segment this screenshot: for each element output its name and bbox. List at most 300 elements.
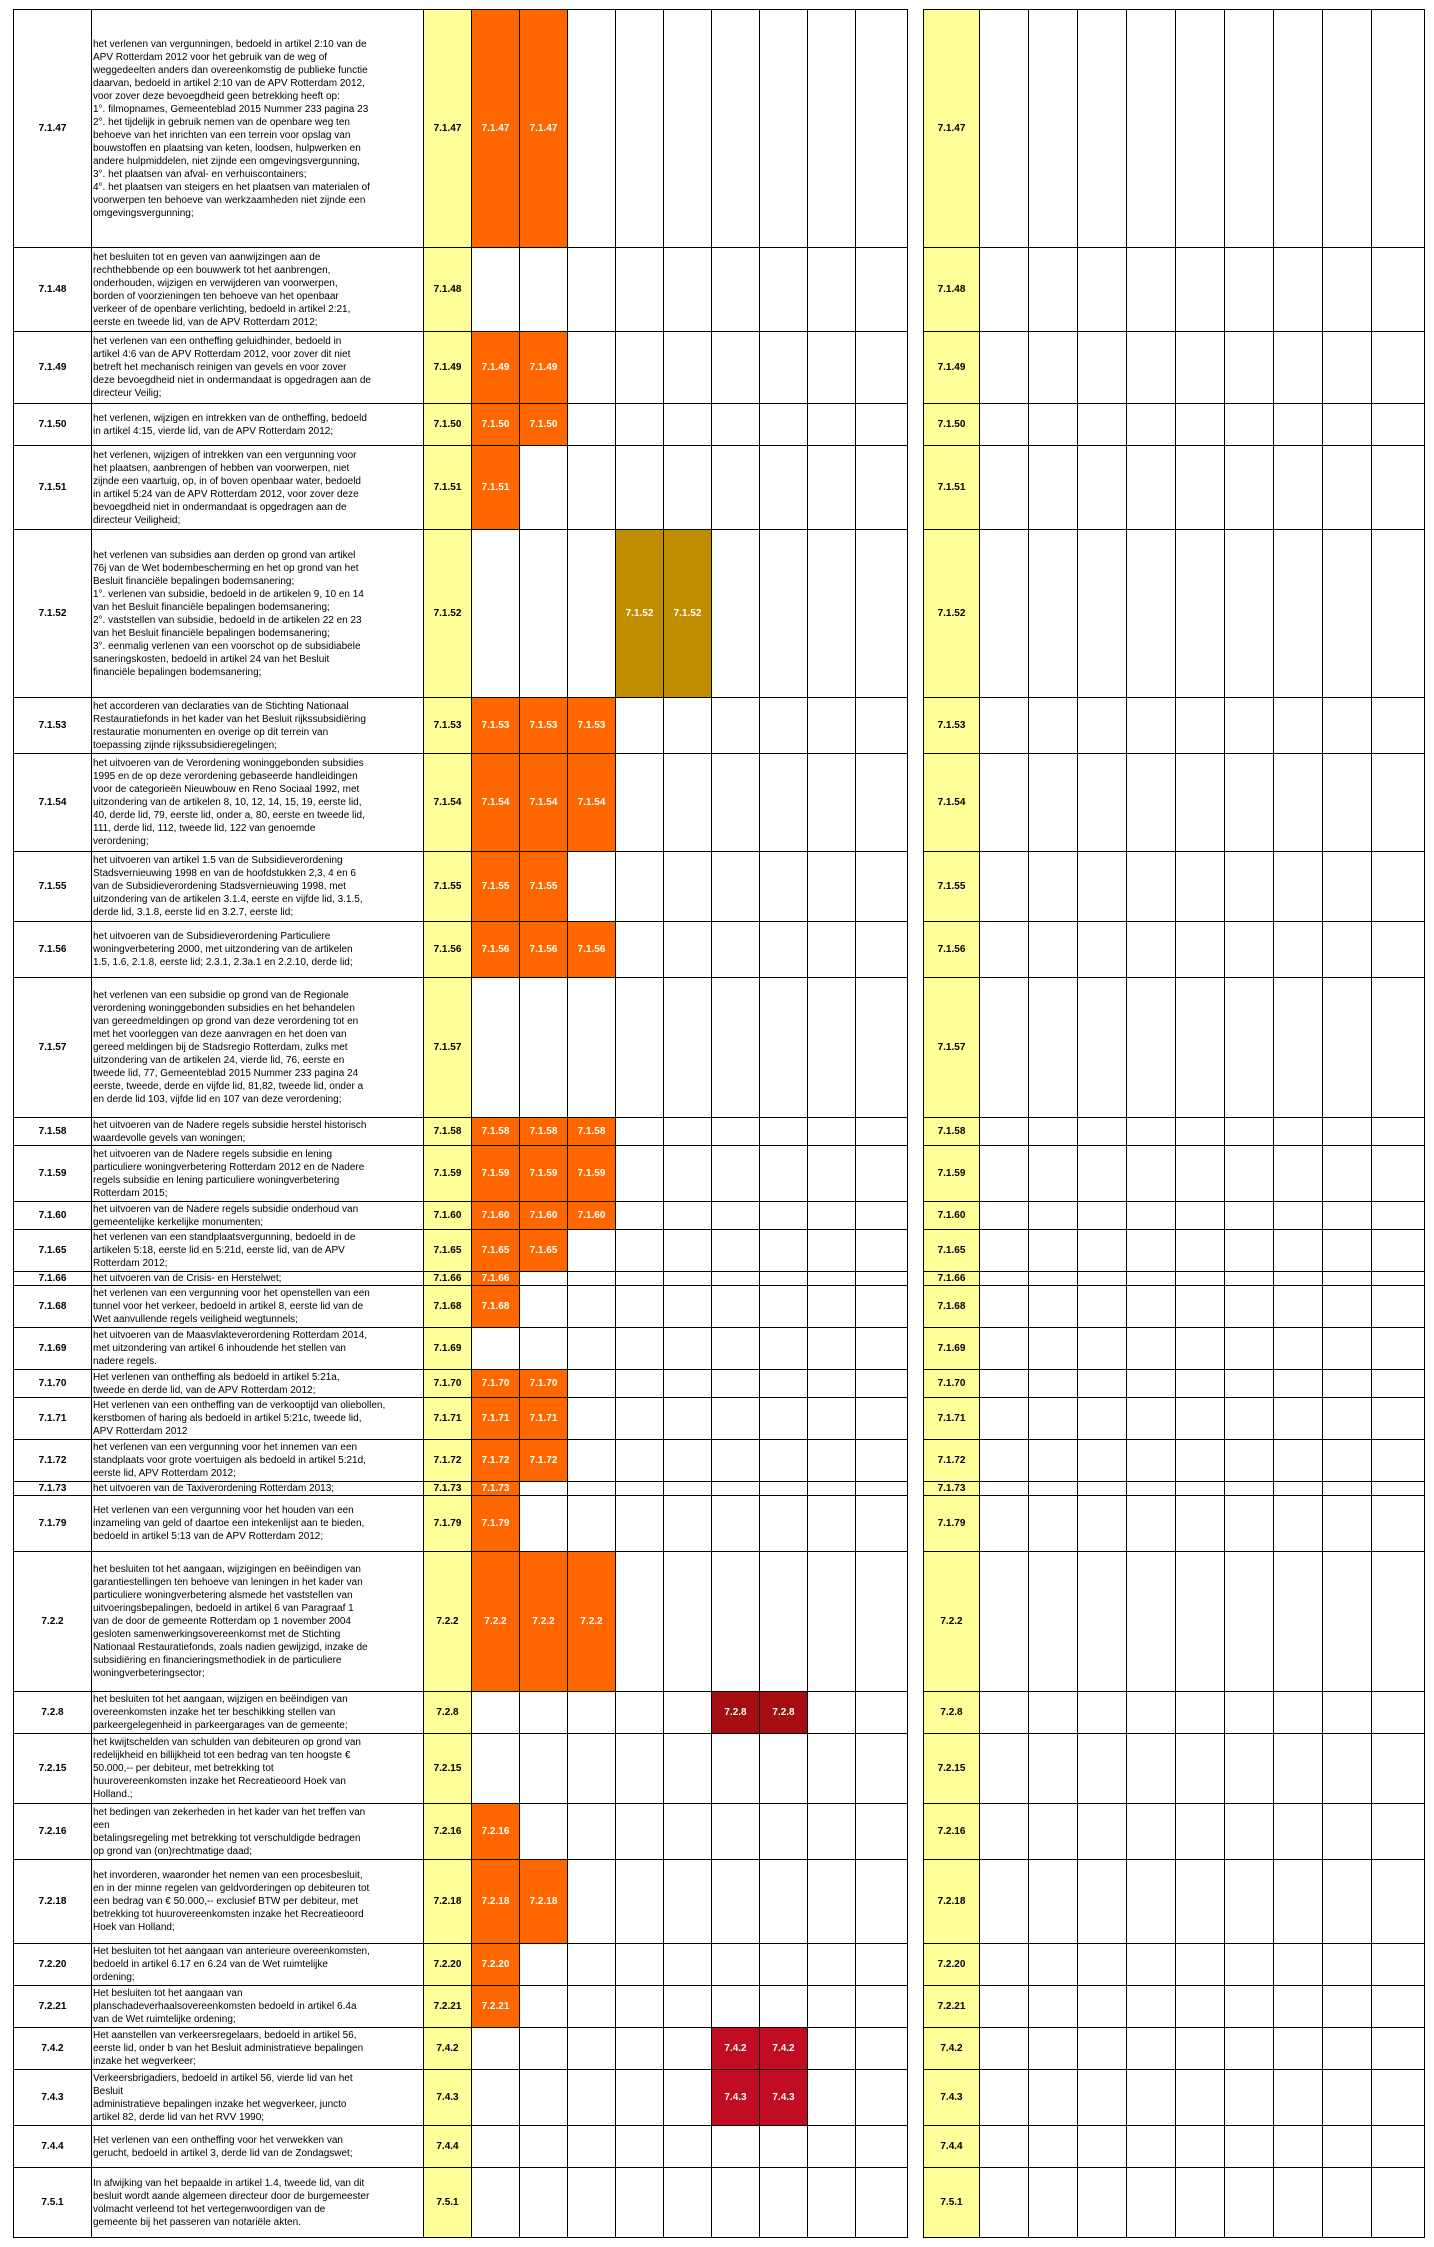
mandate-empty-cell <box>808 2168 856 2238</box>
article-code: 7.1.50 <box>14 404 92 446</box>
mandate-empty-cell <box>1078 530 1127 698</box>
description-line: voor zover deze bevoegdheid geen betrekking heeft op: <box>93 90 340 102</box>
mandate-code-cell: 7.1.49 <box>424 332 472 404</box>
article-code: 7.1.65 <box>14 1230 92 1272</box>
mandate-empty-cell <box>472 248 520 332</box>
mandate-empty-cell <box>808 852 856 922</box>
description-line: Het verlenen van een ontheffing van de verkooptijd van oliebollen, <box>93 1400 386 1411</box>
description-line: voorwerpen ten behoeve van werkzaamheden niet zijnde een <box>93 194 366 206</box>
mandate-empty-cell <box>568 1398 616 1440</box>
description-line: het uitvoeren van artikel 1.5 van de Subsidieverordening <box>93 855 343 866</box>
mandate-empty-cell <box>1127 1944 1176 1986</box>
mandate-empty-cell <box>1078 922 1127 978</box>
mandate-empty-cell <box>1176 1398 1225 1440</box>
mandate-empty-cell <box>980 698 1029 754</box>
description-line: 3°. eenmalig verlenen van een voorschot op de subsidiabele <box>93 640 361 652</box>
mandate-empty-cell <box>808 1552 856 1692</box>
table-row <box>924 1118 1425 1146</box>
mandate-empty-cell <box>1225 1986 1274 2028</box>
mandate-empty-cell <box>856 1986 908 2028</box>
article-code: 7.1.60 <box>14 1202 92 1230</box>
mandate-empty-cell <box>1127 698 1176 754</box>
mandate-empty-cell <box>616 1804 664 1860</box>
mandate-empty-cell <box>1323 2028 1372 2070</box>
mandate-empty-cell <box>616 922 664 978</box>
mandate-empty-cell <box>664 1398 712 1440</box>
table-row <box>924 2028 1425 2070</box>
mandate-marked-cell: 7.1.79 <box>472 1496 520 1552</box>
description-line: het uitvoeren van de Nadere regels subsidie en lening <box>93 1148 333 1160</box>
mandate-empty-cell <box>980 10 1029 248</box>
description-line: het verlenen, wijzigen en intrekken van de ontheffing, bedoeld <box>93 412 367 424</box>
mandate-empty-cell <box>1078 698 1127 754</box>
mandate-empty-cell <box>616 2028 664 2070</box>
description-line: Verkeersbrigadiers, bedoeld in artikel 56, vierde lid van het <box>93 2072 353 2084</box>
mandate-code-cell: 7.1.70 <box>424 1370 472 1398</box>
mandate-empty-cell <box>664 1692 712 1734</box>
mandate-empty-cell <box>664 922 712 978</box>
mandate-empty-cell <box>568 1860 616 1944</box>
description-line: Hoek van Holland; <box>93 1922 175 1933</box>
mandate-code-cell: 7.4.3 <box>924 2070 980 2126</box>
article-description <box>92 446 424 530</box>
description-line: het plaatsen, aanbrengen of hebben van voorwerpen, niet <box>93 462 350 474</box>
mandate-marked-cell: 7.1.56 <box>472 922 520 978</box>
mandate-empty-cell <box>1078 1328 1127 1370</box>
mandate-marked-cell: 7.1.59 <box>568 1146 616 1202</box>
table-row <box>924 2070 1425 2126</box>
article-code: 7.1.58 <box>14 1118 92 1146</box>
description-line: tunnel voor het verkeer, bedoeld in artikel 8, eerste lid van de <box>93 1301 364 1312</box>
mandate-empty-cell <box>1029 922 1078 978</box>
mandate-code-cell: 7.1.50 <box>424 404 472 446</box>
description-line: Rotterdam 2012; <box>93 1258 168 1269</box>
mandate-empty-cell <box>1176 2070 1225 2126</box>
mandate-empty-cell <box>1372 1440 1425 1482</box>
article-description <box>92 2028 424 2070</box>
mandate-empty-cell <box>1225 446 1274 530</box>
mandate-empty-cell <box>856 852 908 922</box>
mandate-empty-cell <box>568 2126 616 2168</box>
description-line: 50.000,-- per debiteur, met betrekking tot <box>93 1763 274 1774</box>
description-line: directeur Veiligheid; <box>93 514 181 526</box>
description-line: 40, derde lid, 79, eerste lid, onder a, 80, eerste en tweede lid, <box>93 810 365 821</box>
mandate-empty-cell <box>712 1370 760 1398</box>
mandate-empty-cell <box>980 1230 1029 1272</box>
mandate-empty-cell <box>616 1230 664 1272</box>
mandate-empty-cell <box>1176 1230 1225 1272</box>
mandate-marked-cell: 7.1.60 <box>568 1202 616 1230</box>
description-line: in artikel 4:15, vierde lid, van de APV Rotterdam 2012; <box>93 425 334 437</box>
mandate-empty-cell <box>1323 446 1372 530</box>
mandate-empty-cell <box>1323 1552 1372 1692</box>
mandate-empty-cell <box>1176 1272 1225 1286</box>
mandate-marked-cell: 7.2.8 <box>712 1692 760 1734</box>
mandate-empty-cell <box>856 1202 908 1230</box>
mandate-empty-cell <box>616 404 664 446</box>
mandate-empty-cell <box>1274 2126 1323 2168</box>
mandate-empty-cell <box>1323 1328 1372 1370</box>
mandate-empty-cell <box>1029 754 1078 852</box>
mandate-code-cell: 7.2.18 <box>924 1860 980 1944</box>
mandate-empty-cell <box>808 1440 856 1482</box>
mandate-empty-cell <box>1176 1860 1225 1944</box>
mandate-empty-cell <box>616 1440 664 1482</box>
mandate-empty-cell <box>1274 1496 1323 1552</box>
mandate-empty-cell <box>760 2168 808 2238</box>
mandate-empty-cell <box>980 1860 1029 1944</box>
table-row <box>14 2168 908 2238</box>
mandate-empty-cell <box>616 10 664 248</box>
mandate-empty-cell <box>1029 1734 1078 1804</box>
description-line: het kwijtschelden van schulden van debiteuren op grond van <box>93 1737 361 1748</box>
mandate-empty-cell <box>616 698 664 754</box>
mandate-empty-cell <box>1127 754 1176 852</box>
table-row <box>924 332 1425 404</box>
mandate-empty-cell <box>712 1146 760 1202</box>
description-line: het besluiten tot en geven van aanwijzingen aan de <box>93 251 321 263</box>
mandate-empty-cell <box>568 2070 616 2126</box>
mandate-empty-cell <box>1127 2168 1176 2238</box>
mandate-empty-cell <box>808 1146 856 1202</box>
mandate-empty-cell <box>1274 852 1323 922</box>
description-line: planschadeverhaalsovereenkomsten bedoeld in artikel 6.4a <box>93 2001 357 2012</box>
mandate-empty-cell <box>1176 1552 1225 1692</box>
mandate-empty-cell <box>808 754 856 852</box>
description-line: Holland.; <box>93 1789 133 1800</box>
table-row <box>924 1552 1425 1692</box>
mandate-empty-cell <box>1029 530 1078 698</box>
mandate-empty-cell <box>664 1734 712 1804</box>
description-line: 1995 en de op deze verordening gebaseerde handleidingen <box>93 771 358 782</box>
mandate-empty-cell <box>760 922 808 978</box>
mandate-code-cell: 7.2.21 <box>924 1986 980 2028</box>
mandate-empty-cell <box>1127 1482 1176 1496</box>
table-row <box>14 1552 908 1692</box>
table-row <box>14 446 908 530</box>
mandate-empty-cell <box>1225 530 1274 698</box>
mandate-empty-cell <box>808 1482 856 1496</box>
mandate-empty-cell <box>472 2126 520 2168</box>
article-description <box>92 1370 424 1398</box>
mandate-empty-cell <box>568 852 616 922</box>
article-code: 7.1.69 <box>14 1328 92 1370</box>
mandate-empty-cell <box>1127 1118 1176 1146</box>
mandate-empty-cell <box>760 1860 808 1944</box>
table-row <box>924 248 1425 332</box>
table-row <box>14 2126 908 2168</box>
mandate-empty-cell <box>616 1552 664 1692</box>
mandate-empty-cell <box>1323 1860 1372 1944</box>
mandate-empty-cell <box>1127 1692 1176 1734</box>
mandate-code-cell: 7.1.65 <box>424 1230 472 1272</box>
mandate-empty-cell <box>1274 1692 1323 1734</box>
mandate-empty-cell <box>1274 2028 1323 2070</box>
mandate-empty-cell <box>760 1286 808 1328</box>
mandate-empty-cell <box>1372 852 1425 922</box>
description-line: het verlenen van een ontheffing geluidhinder, bedoeld in <box>93 336 342 347</box>
mandate-marked-cell: 7.4.3 <box>712 2070 760 2126</box>
mandate-empty-cell <box>664 446 712 530</box>
mandate-empty-cell <box>856 1286 908 1328</box>
mandate-empty-cell <box>980 2070 1029 2126</box>
article-code: 7.2.15 <box>14 1734 92 1804</box>
mandate-empty-cell <box>664 1328 712 1370</box>
mandate-empty-cell <box>664 1440 712 1482</box>
description-line: nadere regels. <box>93 1356 157 1367</box>
mandate-marked-cell: 7.2.8 <box>760 1692 808 1734</box>
table-row <box>924 1202 1425 1230</box>
mandate-empty-cell <box>1127 1146 1176 1202</box>
mandate-empty-cell <box>1274 1398 1323 1440</box>
table-row <box>14 978 908 1118</box>
description-line: het verlenen van een subsidie op grond van de Regionale <box>93 990 349 1001</box>
article-code: 7.1.68 <box>14 1286 92 1328</box>
description-line: betrekking tot huurovereenkomsten inzake het Recreatieoord <box>93 1909 364 1920</box>
mandate-empty-cell <box>664 2168 712 2238</box>
mandate-empty-cell <box>1225 922 1274 978</box>
mandate-empty-cell <box>1029 1482 1078 1496</box>
mandate-empty-cell <box>856 446 908 530</box>
mandate-empty-cell <box>1176 332 1225 404</box>
description-line: bedoeld in artikel 5:13 van de APV Rotterdam 2012; <box>93 1531 324 1542</box>
mandate-empty-cell <box>808 1986 856 2028</box>
mandate-empty-cell <box>520 1734 568 1804</box>
description-line: woningverbetering 2000, met uitzondering van de artikelen <box>93 944 353 955</box>
mandate-empty-cell <box>1225 1398 1274 1440</box>
mandate-empty-cell <box>616 1692 664 1734</box>
mandate-code-cell: 7.2.8 <box>924 1692 980 1734</box>
mandate-code-cell: 7.4.3 <box>424 2070 472 2126</box>
mandate-empty-cell <box>1323 1986 1372 2028</box>
mandate-empty-cell <box>1323 248 1372 332</box>
description-line: eerste en tweede lid, van de APV Rotterdam 2012; <box>93 316 318 328</box>
mandate-empty-cell <box>616 1370 664 1398</box>
mandate-empty-cell <box>808 1398 856 1440</box>
mandate-code-cell: 7.4.4 <box>424 2126 472 2168</box>
mandate-empty-cell <box>1372 1230 1425 1272</box>
mandate-empty-cell <box>616 2070 664 2126</box>
mandate-marked-cell: 7.1.47 <box>472 10 520 248</box>
mandate-empty-cell <box>568 1986 616 2028</box>
mandate-code-cell: 7.1.58 <box>424 1118 472 1146</box>
mandate-empty-cell <box>980 1986 1029 2028</box>
description-line: regels subsidie en lening particuliere woningverbetering <box>93 1174 340 1186</box>
description-line: kerstbomen of haring als bedoeld in artikel 5:21c, tweede lid, <box>93 1413 362 1424</box>
description-line: redelijkheid en billijkheid tot een bedrag van ten hoogste € <box>93 1750 351 1761</box>
article-code: 7.4.4 <box>14 2126 92 2168</box>
mandate-empty-cell <box>1372 1118 1425 1146</box>
table-row <box>14 404 908 446</box>
mandate-empty-cell <box>1274 1272 1323 1286</box>
mandate-empty-cell <box>980 1482 1029 1496</box>
mandate-empty-cell <box>856 1230 908 1272</box>
mandate-empty-cell <box>1127 530 1176 698</box>
mandate-marked-cell: 7.1.72 <box>520 1440 568 1482</box>
mandate-empty-cell <box>1078 754 1127 852</box>
description-line: voor de categorieën Nieuwbouw en Reno Sociaal 1992, met <box>93 784 360 795</box>
mandate-empty-cell <box>808 1860 856 1944</box>
mandate-code-cell: 7.2.15 <box>924 1734 980 1804</box>
mandate-marked-cell: 7.1.55 <box>472 852 520 922</box>
mandate-empty-cell <box>1176 2168 1225 2238</box>
mandate-empty-cell <box>712 1230 760 1272</box>
mandate-empty-cell <box>808 1804 856 1860</box>
mandate-empty-cell <box>808 2070 856 2126</box>
table-row <box>924 1496 1425 1552</box>
description-line: ordening; <box>93 1972 135 1983</box>
description-line: het invorderen, waaronder het nemen van een procesbesluit, <box>93 1870 363 1881</box>
mandate-empty-cell <box>1029 698 1078 754</box>
mandate-empty-cell <box>1029 1118 1078 1146</box>
table-row <box>14 248 908 332</box>
description-line: waardevolle gevels van woningen; <box>93 1132 246 1144</box>
mandate-empty-cell <box>1176 10 1225 248</box>
mandate-empty-cell <box>1372 2028 1425 2070</box>
mandate-empty-cell <box>520 248 568 332</box>
article-code: 7.1.59 <box>14 1146 92 1202</box>
description-line: het uitvoeren van de Subsidieverordening Particuliere <box>93 931 331 942</box>
mandate-empty-cell <box>712 1272 760 1286</box>
description-line: het verlenen van vergunningen, bedoeld in artikel 2:10 van de <box>93 38 367 50</box>
table-row <box>14 1944 908 1986</box>
mandate-empty-cell <box>856 2070 908 2126</box>
mandate-empty-cell <box>568 1944 616 1986</box>
mandate-empty-cell <box>1176 446 1225 530</box>
article-description <box>92 530 424 698</box>
mandate-empty-cell <box>1274 1230 1323 1272</box>
mandate-code-cell: 7.1.57 <box>924 978 980 1118</box>
mandate-empty-cell <box>808 1370 856 1398</box>
mandate-empty-cell <box>760 1118 808 1146</box>
mandate-empty-cell <box>980 1272 1029 1286</box>
mandate-empty-cell <box>1127 1370 1176 1398</box>
mandate-code-cell: 7.2.16 <box>424 1804 472 1860</box>
mandate-empty-cell <box>1372 2168 1425 2238</box>
mandate-code-cell: 7.4.2 <box>424 2028 472 2070</box>
article-code: 7.1.48 <box>14 248 92 332</box>
mandate-empty-cell <box>1274 1552 1323 1692</box>
mandate-empty-cell <box>616 1286 664 1328</box>
mandate-code-cell: 7.1.50 <box>924 404 980 446</box>
article-code: 7.1.52 <box>14 530 92 698</box>
mandate-empty-cell <box>568 1328 616 1370</box>
description-line: het verlenen van een vergunning voor het innemen van een <box>93 1442 358 1453</box>
mandate-empty-cell <box>808 1286 856 1328</box>
mandate-code-cell: 7.1.60 <box>924 1202 980 1230</box>
mandate-empty-cell <box>760 1734 808 1804</box>
mandate-empty-cell <box>808 698 856 754</box>
mandate-empty-cell <box>1323 1804 1372 1860</box>
table-row <box>924 1482 1425 1496</box>
mandate-empty-cell <box>1323 1944 1372 1986</box>
mandate-empty-cell <box>1078 1482 1127 1496</box>
mandate-empty-cell <box>1274 1370 1323 1398</box>
table-row <box>924 530 1425 698</box>
description-line: huurovereenkomsten inzake het Recreatieoord Hoek van <box>93 1776 346 1787</box>
mandate-empty-cell <box>808 1118 856 1146</box>
mandate-marked-cell: 7.2.21 <box>472 1986 520 2028</box>
mandate-empty-cell <box>856 248 908 332</box>
mandate-marked-cell: 7.2.20 <box>472 1944 520 1986</box>
description-line: inzake het wegverkeer; <box>93 2056 196 2067</box>
mandate-empty-cell <box>1372 446 1425 530</box>
mandate-empty-cell <box>1176 1482 1225 1496</box>
mandate-empty-cell <box>980 1440 1029 1482</box>
mandate-empty-cell <box>616 852 664 922</box>
mandate-empty-cell <box>1078 1370 1127 1398</box>
mandate-empty-cell <box>520 2126 568 2168</box>
mandate-empty-cell <box>1078 1286 1127 1328</box>
article-code: 7.1.79 <box>14 1496 92 1552</box>
mandate-empty-cell <box>808 332 856 404</box>
mandate-empty-cell <box>1323 530 1372 698</box>
mandate-empty-cell <box>1029 1370 1078 1398</box>
mandate-code-cell: 7.1.69 <box>424 1328 472 1370</box>
description-line: borden of voorzieningen ten behoeve van het openbaar <box>93 290 339 302</box>
description-line: omgevingsvergunning; <box>93 207 194 219</box>
mandate-empty-cell <box>664 404 712 446</box>
mandate-empty-cell <box>1274 2070 1323 2126</box>
mandate-empty-cell <box>1372 698 1425 754</box>
mandate-empty-cell <box>616 1146 664 1202</box>
mandate-code-cell: 7.1.52 <box>424 530 472 698</box>
table-row <box>924 1328 1425 1370</box>
mandate-empty-cell <box>808 10 856 248</box>
table-row <box>924 1398 1425 1440</box>
mandate-empty-cell <box>760 1804 808 1860</box>
mandate-marked-cell: 7.1.72 <box>472 1440 520 1482</box>
mandate-marked-cell: 7.2.2 <box>520 1552 568 1692</box>
mandate-empty-cell <box>856 1552 908 1692</box>
mandate-code-cell: 7.2.2 <box>424 1552 472 1692</box>
mandate-empty-cell <box>712 404 760 446</box>
mandate-code-cell: 7.1.47 <box>424 10 472 248</box>
description-line: saneringskosten, bedoeld in artikel 24 van het Besluit <box>93 653 330 665</box>
table-row <box>924 1860 1425 1944</box>
mandate-empty-cell <box>520 1482 568 1496</box>
mandate-empty-cell <box>1323 2168 1372 2238</box>
description-line: Het verlenen van een ontheffing voor het verwekken van <box>93 2134 343 2146</box>
mandate-empty-cell <box>1029 2126 1078 2168</box>
mandate-empty-cell <box>808 1692 856 1734</box>
mandate-empty-cell <box>520 2028 568 2070</box>
mandate-empty-cell <box>856 1804 908 1860</box>
mandate-empty-cell <box>664 1496 712 1552</box>
mandate-empty-cell <box>472 1328 520 1370</box>
mandate-empty-cell <box>1225 1804 1274 1860</box>
table-row <box>14 754 908 852</box>
mandate-empty-cell <box>1127 1440 1176 1482</box>
mandate-empty-cell <box>808 2126 856 2168</box>
table-row <box>14 332 908 404</box>
mandate-empty-cell <box>980 404 1029 446</box>
mandate-empty-cell <box>1127 1860 1176 1944</box>
mandate-empty-cell <box>1225 1860 1274 1944</box>
mandate-empty-cell <box>616 1734 664 1804</box>
mandate-empty-cell <box>1078 1440 1127 1482</box>
mandate-empty-cell <box>1029 404 1078 446</box>
mandate-empty-cell <box>980 1286 1029 1328</box>
mandate-empty-cell <box>616 1986 664 2028</box>
description-line: en in der minne regelen van geldvorderingen op debiteuren tot <box>93 1883 370 1894</box>
article-description <box>92 332 424 404</box>
mandate-empty-cell <box>712 1440 760 1482</box>
mandate-marked-cell: 7.1.65 <box>520 1230 568 1272</box>
mandate-empty-cell <box>1274 10 1323 248</box>
mandate-empty-cell <box>1176 1496 1225 1552</box>
mandate-empty-cell <box>568 1370 616 1398</box>
